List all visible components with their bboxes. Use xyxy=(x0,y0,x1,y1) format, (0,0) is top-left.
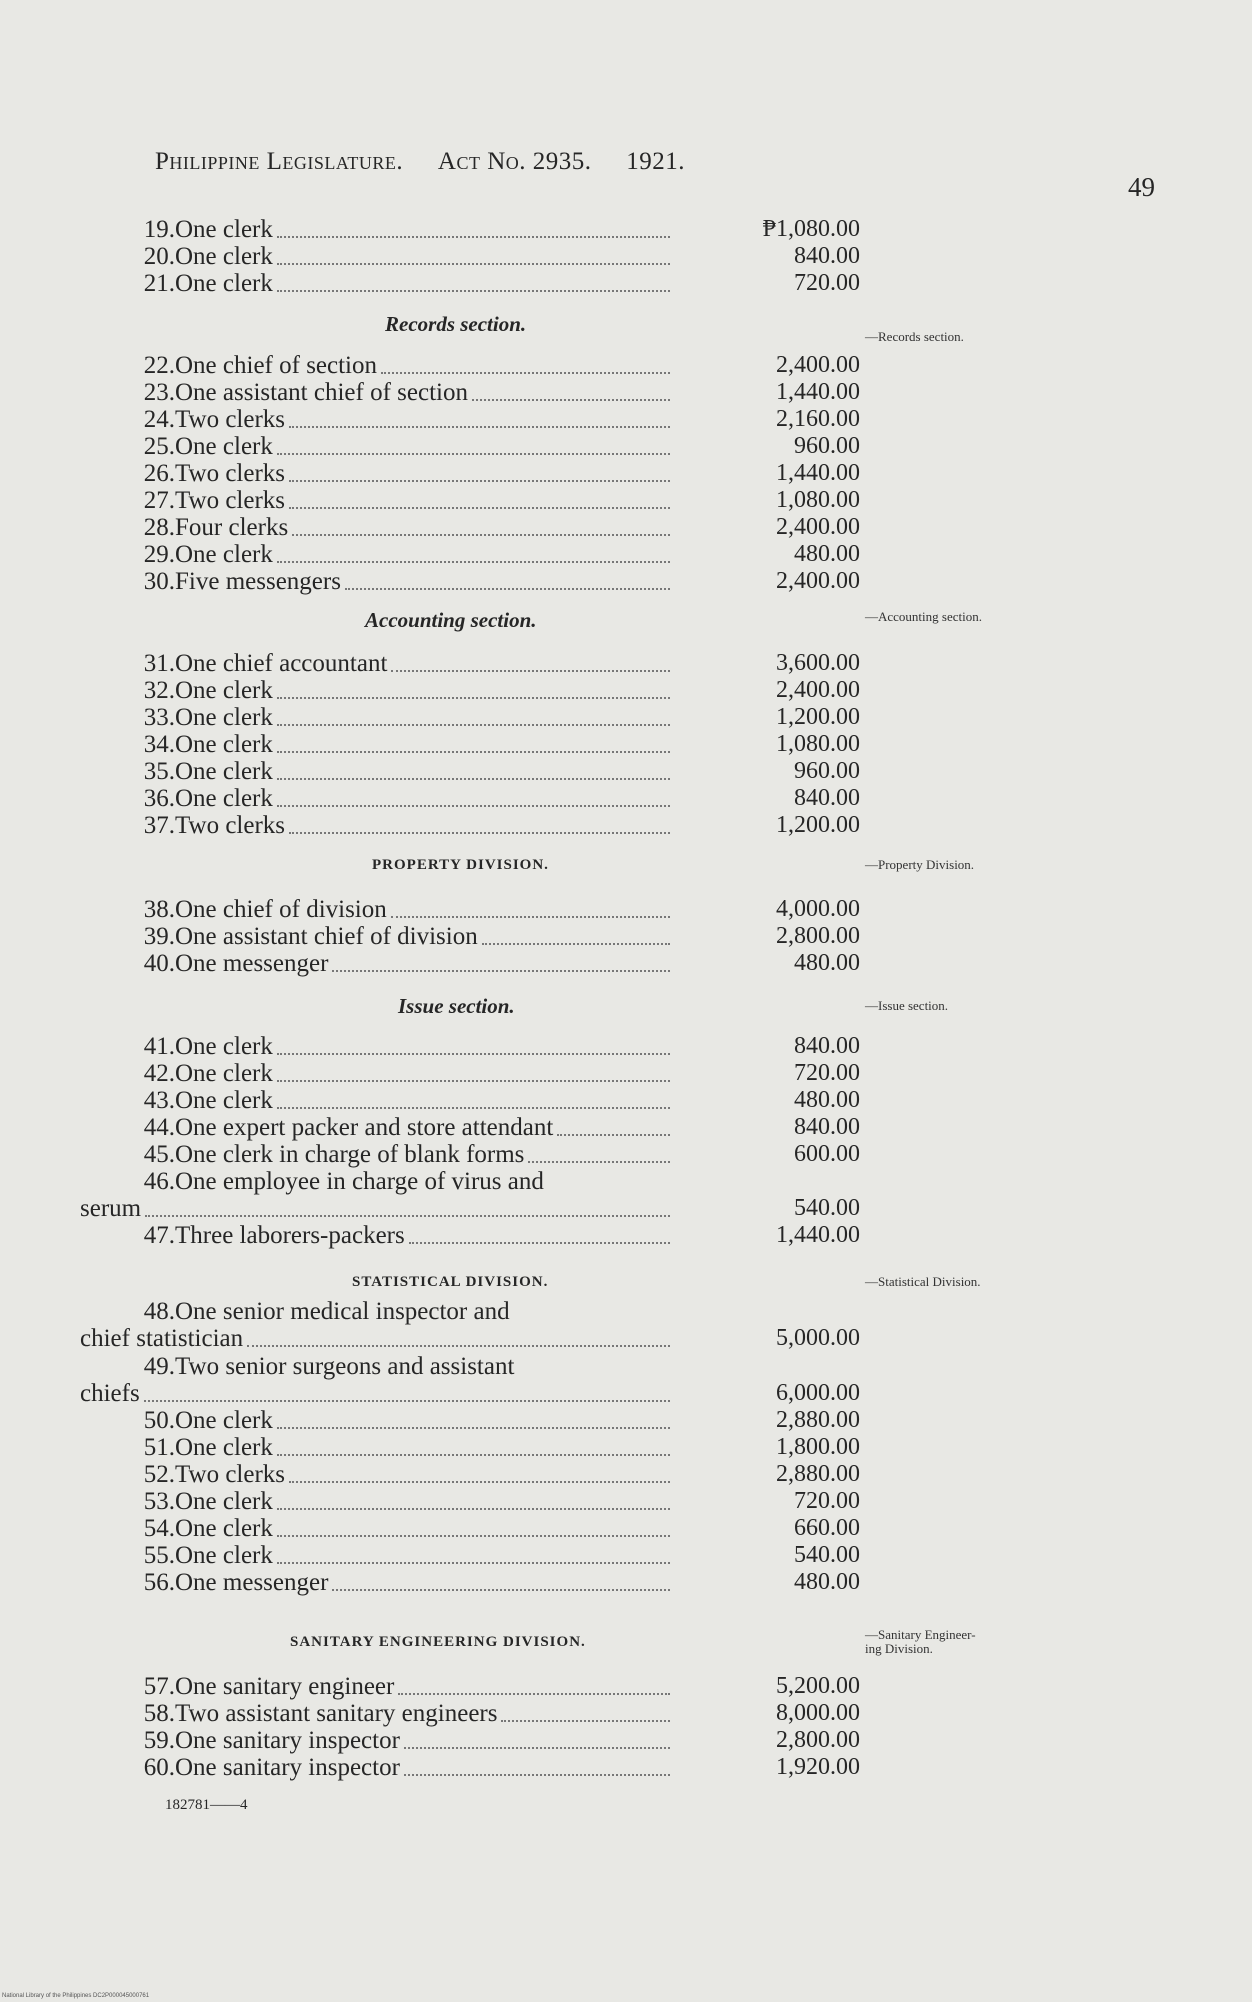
item-description: One sanitary inspector xyxy=(175,1754,400,1781)
item-number: 37. xyxy=(143,812,175,839)
dot-leader xyxy=(332,1589,670,1591)
dot-leader xyxy=(277,697,670,699)
item-description: One clerk xyxy=(175,1488,273,1515)
item-amount: 1,800.00 xyxy=(776,1434,860,1460)
item-description-continued: serum xyxy=(80,1195,142,1222)
item-number: 47. xyxy=(143,1222,175,1249)
item-row xyxy=(80,1434,860,1461)
accounting-section-heading: Accounting section. xyxy=(365,608,537,632)
item-row xyxy=(80,1222,860,1249)
item-amount: 2,400.00 xyxy=(776,514,860,540)
print-code: 182781——4 xyxy=(165,1797,248,1813)
item-row xyxy=(80,406,860,433)
item-number: 60. xyxy=(143,1754,175,1781)
item-number: 56. xyxy=(143,1569,175,1596)
sanitary-division-heading: SANITARY ENGINEERING DIVISION. xyxy=(290,1634,586,1650)
dot-leader xyxy=(277,1053,670,1055)
item-row xyxy=(80,216,860,243)
item-row xyxy=(80,923,860,950)
item-description: One clerk xyxy=(175,541,273,568)
library-footer: National Library of the Philippines DC2P000045000761 xyxy=(2,1993,150,1999)
item-description: One clerk xyxy=(175,704,273,731)
item-row xyxy=(80,1700,860,1727)
margin-note-issue: —Issue section. xyxy=(865,998,949,1013)
item-amount: 720.00 xyxy=(794,1060,860,1086)
item-amount: 1,080.00 xyxy=(776,731,860,757)
item-amount: 480.00 xyxy=(794,541,860,567)
dot-leader xyxy=(277,805,670,807)
item-description: One clerk xyxy=(175,1434,273,1461)
item-amount: 2,400.00 xyxy=(776,677,860,703)
item-number: 34. xyxy=(143,731,175,758)
margin-note-statistical: —Statistical Division. xyxy=(865,1274,981,1289)
dot-leader xyxy=(277,1427,670,1429)
item-description: One clerk xyxy=(175,1087,273,1114)
item-row xyxy=(80,1542,860,1569)
item-number: 46. xyxy=(143,1168,175,1195)
item-number: 42. xyxy=(143,1060,175,1087)
dot-leader xyxy=(277,1508,670,1510)
item-amount: 720.00 xyxy=(794,270,860,296)
item-row xyxy=(80,1754,860,1781)
item-row xyxy=(80,541,860,568)
item-amount: 840.00 xyxy=(794,1033,860,1059)
dot-leader xyxy=(289,832,670,834)
item-amount: 2,880.00 xyxy=(776,1407,860,1433)
dot-leader xyxy=(277,561,670,563)
item-number: 55. xyxy=(143,1542,175,1569)
item-row xyxy=(80,758,860,785)
item-number: 25. xyxy=(143,433,175,460)
dot-leader xyxy=(277,1535,670,1537)
item-amount: 960.00 xyxy=(794,433,860,459)
item-description-continued: chief statistician xyxy=(80,1325,244,1352)
item-number: 28. xyxy=(143,514,175,541)
item-number: 50. xyxy=(143,1407,175,1434)
dot-leader xyxy=(381,372,670,374)
item-description: Two clerks xyxy=(175,1461,286,1488)
item-row xyxy=(80,1114,860,1141)
item-amount: 840.00 xyxy=(794,785,860,811)
margin-note-accounting: —Accounting section. xyxy=(865,609,982,624)
item-row xyxy=(80,785,860,812)
item-number: 52. xyxy=(143,1461,175,1488)
dot-leader xyxy=(391,670,670,672)
item-amount: 480.00 xyxy=(794,1087,860,1113)
item-row xyxy=(80,1673,860,1700)
dot-leader xyxy=(277,290,670,292)
dot-leader xyxy=(289,1481,670,1483)
item-row xyxy=(80,1407,860,1434)
dot-leader xyxy=(472,399,670,401)
item-row xyxy=(80,1033,860,1060)
item-description: One clerk xyxy=(175,731,273,758)
item-number: 36. xyxy=(143,785,175,812)
item-amount: 720.00 xyxy=(794,1488,860,1514)
item-description: Four clerks xyxy=(175,514,289,541)
item-amount: 1,080.00 xyxy=(776,487,860,513)
header-legislature: Philippine Legislature. xyxy=(155,148,404,175)
item-row xyxy=(80,1060,860,1087)
item-amount: 2,400.00 xyxy=(776,352,860,378)
item-description: One clerk xyxy=(175,216,273,243)
item-description: One assistant chief of division xyxy=(175,923,478,950)
item-row xyxy=(80,1461,860,1488)
item-description: One sanitary inspector xyxy=(175,1727,400,1754)
item-number: 22. xyxy=(143,352,175,379)
item-row xyxy=(80,487,860,514)
item-row xyxy=(80,1353,860,1407)
item-amount: 2,800.00 xyxy=(776,923,860,949)
item-description: One clerk xyxy=(175,758,273,785)
item-amount: 1,440.00 xyxy=(776,460,860,486)
item-amount: ₱1,080.00 xyxy=(762,216,860,242)
statistical-division-heading: STATISTICAL DIVISION. xyxy=(352,1274,549,1290)
header-act: Act No. 2935. xyxy=(437,148,592,175)
item-row xyxy=(80,1141,860,1168)
item-description: One clerk xyxy=(175,677,273,704)
item-number: 23. xyxy=(143,379,175,406)
item-description: One chief accountant xyxy=(175,650,388,677)
item-number: 35. xyxy=(143,758,175,785)
item-description: One sanitary engineer xyxy=(175,1673,395,1700)
item-description: One clerk xyxy=(175,1033,273,1060)
margin-note-records: —Records section. xyxy=(865,329,964,344)
margin-note-property: —Property Division. xyxy=(865,857,975,872)
property-division-heading: PROPERTY DIVISION. xyxy=(372,857,549,873)
item-amount: 600.00 xyxy=(794,1141,860,1167)
dot-leader xyxy=(404,1747,670,1749)
item-amount: 2,880.00 xyxy=(776,1461,860,1487)
item-description: One clerk xyxy=(175,1407,273,1434)
dot-leader xyxy=(277,236,670,238)
item-amount: 480.00 xyxy=(794,1569,860,1595)
item-number: 51. xyxy=(143,1434,175,1461)
item-amount: 1,440.00 xyxy=(776,379,860,405)
item-row xyxy=(80,379,860,406)
item-row xyxy=(80,1168,860,1222)
item-row xyxy=(80,243,860,270)
item-amount: 1,920.00 xyxy=(776,1754,860,1780)
item-row xyxy=(80,270,860,297)
dot-leader xyxy=(145,1215,670,1217)
dot-leader xyxy=(332,970,670,972)
item-row xyxy=(80,950,860,977)
item-row xyxy=(80,896,860,923)
item-number: 58. xyxy=(143,1700,175,1727)
item-amount: 660.00 xyxy=(794,1515,860,1541)
page-number: 49 xyxy=(1128,172,1155,202)
item-row xyxy=(80,514,860,541)
item-number: 29. xyxy=(143,541,175,568)
item-description: Two clerks xyxy=(175,460,286,487)
dot-leader xyxy=(345,588,670,590)
item-description: One clerk xyxy=(175,243,273,270)
item-description: Two assistant sanitary engineers xyxy=(175,1700,498,1727)
dot-leader xyxy=(277,778,670,780)
item-number: 59. xyxy=(143,1727,175,1754)
item-number: 21. xyxy=(143,270,175,297)
item-description: One clerk xyxy=(175,1515,273,1542)
margin-note-sanitary-line2: ing Division. xyxy=(865,1641,933,1656)
item-amount: 1,200.00 xyxy=(776,704,860,730)
item-row xyxy=(80,1087,860,1114)
item-number: 30. xyxy=(143,568,175,595)
item-number: 54. xyxy=(143,1515,175,1542)
item-number: 49. xyxy=(143,1353,175,1380)
item-number: 32. xyxy=(143,677,175,704)
item-number: 57. xyxy=(143,1673,175,1700)
item-number: 24. xyxy=(143,406,175,433)
item-amount: 2,160.00 xyxy=(776,406,860,432)
item-description: One messenger xyxy=(175,950,329,977)
item-description: One chief of section xyxy=(175,352,378,379)
item-description: One clerk in charge of blank forms xyxy=(175,1141,525,1168)
item-row xyxy=(80,1569,860,1596)
item-description: One assistant chief of section xyxy=(175,379,468,406)
item-amount: 540.00 xyxy=(794,1195,860,1221)
header-year: 1921. xyxy=(626,148,686,175)
dot-leader xyxy=(277,1562,670,1564)
item-row xyxy=(80,677,860,704)
dot-leader xyxy=(409,1242,670,1244)
item-row xyxy=(80,433,860,460)
item-description-continued: chiefs xyxy=(80,1380,140,1407)
item-row xyxy=(80,1488,860,1515)
item-description: One clerk xyxy=(175,785,273,812)
item-description: One chief of division xyxy=(175,896,387,923)
dot-leader xyxy=(391,916,670,918)
item-description: One employee in charge of virus and xyxy=(175,1168,544,1195)
item-amount: 540.00 xyxy=(794,1542,860,1568)
item-amount: 5,200.00 xyxy=(776,1673,860,1699)
item-description: Two clerks xyxy=(175,487,286,514)
item-description: One expert packer and store attendant xyxy=(175,1114,554,1141)
item-number: 39. xyxy=(143,923,175,950)
item-number: 19. xyxy=(143,216,175,243)
item-row xyxy=(80,460,860,487)
item-number: 48. xyxy=(143,1298,175,1325)
dot-leader xyxy=(277,1080,670,1082)
issue-section-heading: Issue section. xyxy=(398,994,515,1018)
dot-leader xyxy=(292,534,670,536)
dot-leader xyxy=(482,943,670,945)
item-description: One messenger xyxy=(175,1569,329,1596)
item-amount: 5,000.00 xyxy=(776,1325,860,1351)
item-number: 33. xyxy=(143,704,175,731)
dot-leader xyxy=(277,453,670,455)
item-description: Three laborers-packers xyxy=(175,1222,405,1249)
dot-leader xyxy=(289,426,670,428)
item-number: 45. xyxy=(143,1141,175,1168)
item-description: One clerk xyxy=(175,433,273,460)
item-row xyxy=(80,1515,860,1542)
dot-leader xyxy=(277,263,670,265)
item-amount: 1,200.00 xyxy=(776,812,860,838)
dot-leader xyxy=(277,751,670,753)
item-amount: 840.00 xyxy=(794,243,860,269)
dot-leader xyxy=(277,1107,670,1109)
item-number: 44. xyxy=(143,1114,175,1141)
item-amount: 2,400.00 xyxy=(776,568,860,594)
item-row xyxy=(80,568,860,595)
dot-leader xyxy=(289,507,670,509)
item-number: 31. xyxy=(143,650,175,677)
item-row xyxy=(80,704,860,731)
item-description: Five messengers xyxy=(175,568,341,595)
item-amount: 480.00 xyxy=(794,950,860,976)
dot-leader xyxy=(144,1400,670,1402)
item-row xyxy=(80,812,860,839)
item-description: One clerk xyxy=(175,1542,273,1569)
dot-leader xyxy=(528,1161,670,1163)
dot-leader xyxy=(247,1345,670,1347)
item-row xyxy=(80,1298,860,1352)
item-description: Two clerks xyxy=(175,812,286,839)
item-amount: 840.00 xyxy=(794,1114,860,1140)
item-amount: 3,600.00 xyxy=(776,650,860,676)
item-number: 53. xyxy=(143,1488,175,1515)
running-header xyxy=(155,148,713,176)
item-amount: 6,000.00 xyxy=(776,1380,860,1406)
item-number: 40. xyxy=(143,950,175,977)
item-number: 38. xyxy=(143,896,175,923)
item-row xyxy=(80,1727,860,1754)
item-row xyxy=(80,731,860,758)
item-description: One clerk xyxy=(175,1060,273,1087)
item-number: 43. xyxy=(143,1087,175,1114)
item-number: 27. xyxy=(143,487,175,514)
dot-leader xyxy=(557,1134,670,1136)
item-row xyxy=(80,352,860,379)
dot-leader xyxy=(289,480,670,482)
item-amount: 4,000.00 xyxy=(776,896,860,922)
item-description: One clerk xyxy=(175,270,273,297)
item-amount: 1,440.00 xyxy=(776,1222,860,1248)
margin-note-sanitary-line1: —Sanitary Engineer- xyxy=(865,1627,976,1642)
item-number: 20. xyxy=(143,243,175,270)
dot-leader xyxy=(501,1720,670,1722)
item-description: One senior medical inspector and xyxy=(175,1298,510,1325)
item-description: Two clerks xyxy=(175,406,286,433)
dot-leader xyxy=(277,1454,670,1456)
margin-note-sanitary xyxy=(865,1628,976,1656)
dot-leader xyxy=(398,1693,670,1695)
item-amount: 2,800.00 xyxy=(776,1727,860,1753)
dot-leader xyxy=(277,724,670,726)
dot-leader xyxy=(404,1774,670,1776)
item-number: 26. xyxy=(143,460,175,487)
item-amount: 960.00 xyxy=(794,758,860,784)
item-number: 41. xyxy=(143,1033,175,1060)
item-amount: 8,000.00 xyxy=(776,1700,860,1726)
records-section-heading: Records section. xyxy=(385,312,527,336)
item-description: Two senior surgeons and assistant xyxy=(175,1353,515,1380)
item-row xyxy=(80,650,860,677)
